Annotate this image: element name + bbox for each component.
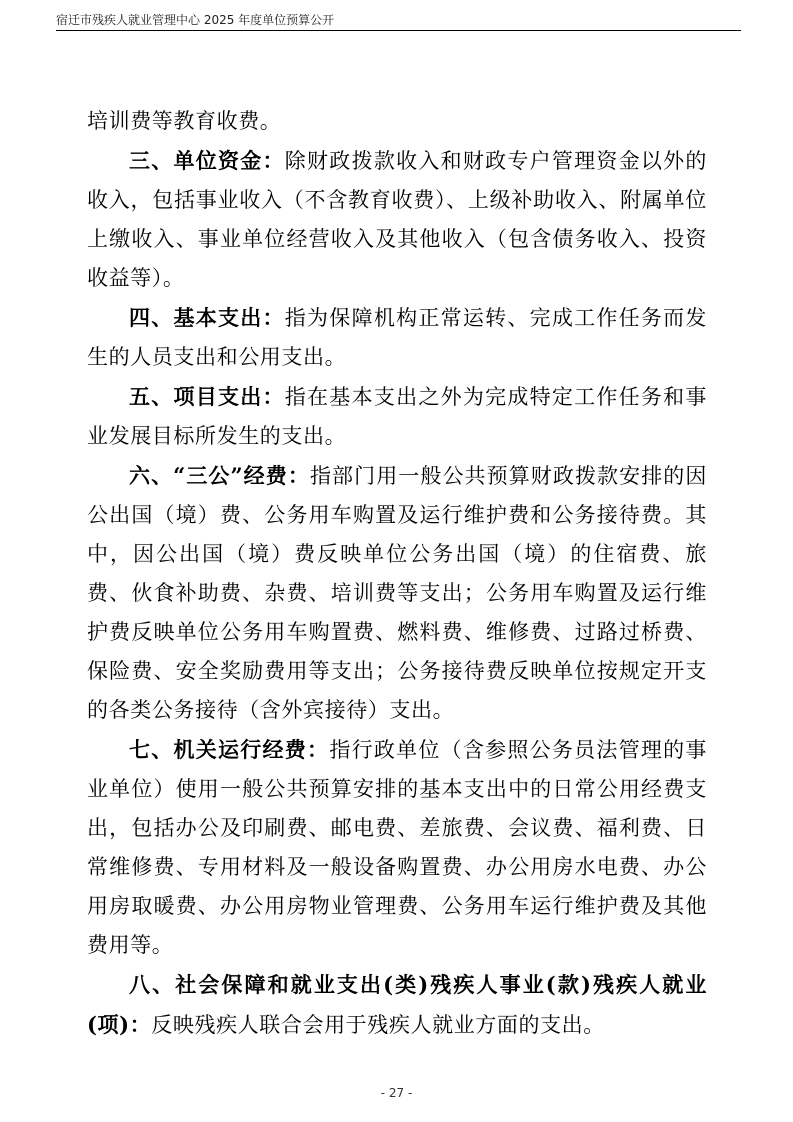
- document-body: [87, 102, 707, 1045]
- paragraph-text: 指行政单位（含参照公务员法管理的事业单位）使用一般公共预算安排的基本支出中的日常公用经费支出，包括办公及印刷费、邮电费、差旅费、会议费、福利费、日常维修费、专用材料及一般设备购置费、办公用房水电费、办公用房取暖费、办公用房物业管理费、公务用车运行维护费及其他费用等。: [87, 738, 708, 957]
- document-header: 宿迁市残疾人就业管理中心 2025 年度单位预算公开: [56, 13, 335, 27]
- paragraph-text: 反映残疾人联合会用于残疾人就业方面的支出。: [151, 1013, 605, 1037]
- paragraph-text: 指为保障机构正常运转、完成工作任务而发生的人员支出和公用支出。: [87, 306, 707, 369]
- paragraph-text: 除财政拨款收入和财政专户管理资金以外的收入，包括事业收入（不含教育收费）、上级补助收入、附属单位上缴收入、事业单位经营收入及其他收入（包含债务收入、投资收益等）。: [87, 149, 707, 290]
- term-heading: 五、项目支出：: [129, 384, 285, 409]
- paragraph-agency-operating-funds: [87, 730, 707, 965]
- term-heading: 四、基本支出：: [129, 305, 285, 330]
- term-heading: 八、社会保障和就业支出(类)残疾人事业(款)残疾人就业(项)：: [87, 972, 707, 1037]
- paragraph-disability-employment: [87, 965, 707, 1045]
- paragraph-text: 指在基本支出之外为完成特定工作任务和事业发展目标所发生的支出。: [87, 385, 707, 448]
- term-heading: 三、单位资金：: [129, 148, 285, 173]
- term-heading: 六、“三公”经费：: [129, 463, 310, 488]
- term-heading: 七、机关运行经费：: [129, 737, 330, 762]
- header-divider: [56, 30, 741, 31]
- paragraph-three-public-expenses: [87, 456, 707, 730]
- paragraph-text: 培训费等教育收费。: [87, 109, 282, 133]
- page-number: - 27 -: [380, 1086, 413, 1100]
- paragraph-unit-funds: [87, 141, 707, 298]
- paragraph-text: 指部门用一般公共预算财政拨款安排的因公出国（境）费、公务用车购置及运行维护费和公务接待费。其中，因公出国（境）费反映单位公务出国（境）的住宿费、旅费、伙食补助费、杂费、培训费等支出；公务用车购置及运行维护费反映单位公务用车购置费、燃料费、维修费、过路过桥费、保险费、安全奖励费用等支出；公务接待费反映单位按规定开支的各类公务接待（含外宾接待）支出。: [87, 464, 707, 722]
- paragraph-continuation: [87, 102, 707, 141]
- paragraph-project-expenditure: [87, 377, 707, 456]
- paragraph-basic-expenditure: [87, 298, 707, 377]
